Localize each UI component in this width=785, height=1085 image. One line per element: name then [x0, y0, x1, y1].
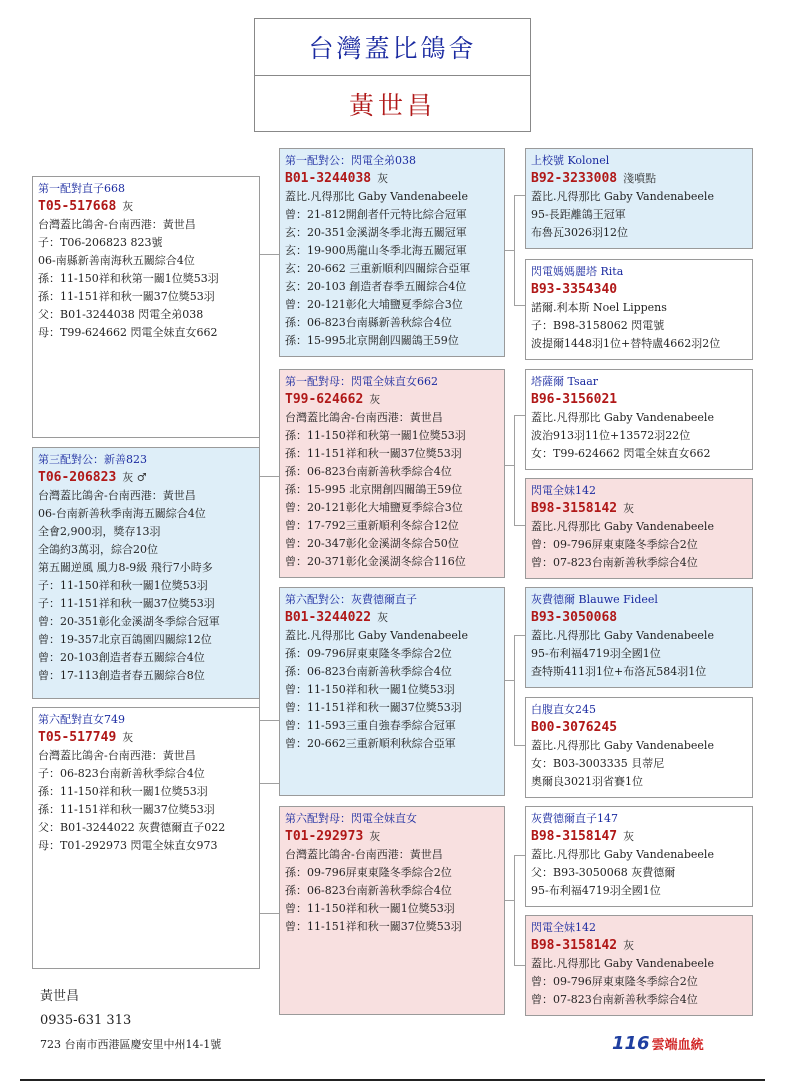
ring-code: B01-3244038: [285, 171, 372, 186]
brand-text: 雲端血統: [651, 1038, 704, 1053]
ring-number: [38, 469, 254, 487]
card-line: 玄：20-351金溪湖冬季北海五關冠軍: [285, 226, 467, 239]
plumage-color: 灰: [623, 830, 635, 843]
card-line: 蓋比.凡得那比 Gaby Vandenabeele: [531, 957, 714, 970]
pedigree-card-right-7: [525, 806, 753, 907]
card-line: 曾：20-371彰化金溪湖冬綜合116位: [285, 555, 466, 568]
ring-number: [285, 609, 499, 627]
card-heading: 塔薩爾 Tsaar: [531, 375, 599, 388]
card-heading: 白腹直女245: [531, 703, 596, 716]
plumage-color: 灰 ♂: [122, 471, 147, 484]
title-box: [254, 18, 531, 132]
card-heading: 第一配對公：閃電全弟038: [285, 154, 416, 167]
card-line: 蓋比.凡得那比 Gaby Vandenabeele: [531, 520, 714, 533]
card-line: 曾：20-347彰化金溪湖冬綜合50位: [285, 537, 459, 550]
ring-code: B92-3233008: [531, 171, 618, 186]
connector: [514, 195, 515, 305]
card-line: 06-台南新善秋季南海五關綜合4位: [38, 507, 206, 520]
pedigree-card-right-1: [525, 148, 753, 249]
card-heading: 灰費德爾 Blauwe Fideel: [531, 593, 658, 606]
card-line: 子：T06-206823 823號: [38, 236, 163, 249]
card-line: 女：T99-624662 閃電全妹直女662: [531, 447, 711, 460]
card-line: 子：06-823台南新善秋季綜合4位: [38, 767, 205, 780]
ring-number: [285, 170, 499, 188]
connector: [259, 476, 280, 477]
plumage-color: 灰: [377, 611, 389, 624]
card-line: 95-布利福4719羽全國1位: [531, 647, 661, 660]
connector: [514, 855, 515, 965]
plumage-color: 灰: [122, 731, 134, 744]
ring-code: B01-3244022: [285, 610, 372, 625]
owner-address: 723 台南市西港區慶安里中州14-1號: [40, 1038, 222, 1051]
card-line: 蓋比.凡得那比 Gaby Vandenabeele: [285, 629, 468, 642]
ring-number: [531, 937, 747, 955]
ring-code: T99-624662: [285, 392, 364, 407]
card-line: 父：B01-3244022 灰費德爾直子022: [38, 821, 226, 834]
card-line: 曾：17-792三重新順利冬綜合12位: [285, 519, 459, 532]
ring-code: B98-3158142: [531, 501, 618, 516]
card-line: 子：11-150祥和秋一關1位獎53羽: [38, 579, 208, 592]
brand-logo: [612, 1033, 704, 1054]
card-line: 蓋比.凡得那比 Gaby Vandenabeele: [531, 848, 714, 861]
ring-number: [531, 719, 747, 737]
connector: [504, 900, 514, 901]
card-line: 曾：11-151祥和秋一關37位獎53羽: [285, 920, 462, 933]
ring-code: T06-206823: [38, 470, 117, 485]
card-line: 子：B98-3158062 閃電號: [531, 319, 665, 332]
ring-number: [38, 198, 254, 216]
card-line: 曾：20-121彰化大埔鹽夏季綜合3位: [285, 298, 463, 311]
card-line: 諾爾.利本斯 Noel Lippens: [531, 301, 667, 314]
card-heading: 灰費德爾直子147: [531, 812, 618, 825]
card-line: 玄：20-103 創造者春季五關綜合4位: [285, 280, 467, 293]
pedigree-card-right-4: [525, 478, 753, 579]
ring-number: [531, 170, 747, 188]
ring-code: T05-517668: [38, 199, 117, 214]
card-line: 孫：09-796屏東東隆冬季綜合2位: [285, 866, 452, 879]
ring-code: B98-3158142: [531, 938, 618, 953]
card-line: 曾：07-823台南新善秋季綜合4位: [531, 556, 698, 569]
card-line: 蓋比.凡得那比 Gaby Vandenabeele: [531, 190, 714, 203]
ring-number: [285, 391, 499, 409]
connector: [259, 783, 280, 784]
card-line: 95-布利福4719羽全國1位: [531, 884, 661, 897]
ring-code: B93-3050068: [531, 610, 618, 625]
card-line: 孫：09-796屏東東隆冬季綜合2位: [285, 647, 452, 660]
plumage-color: 灰: [623, 939, 635, 952]
ring-number: [531, 281, 747, 299]
ring-code: B00-3076245: [531, 720, 618, 735]
card-line: 查特斯411羽1位+布洛瓦584羽1位: [531, 665, 707, 678]
card-line: 父：B01-3244038 閃電全弟038: [38, 308, 204, 321]
card-heading: 第六配對母：閃電全妹直女: [285, 812, 417, 825]
card-line: 台灣蓋比鴿舍-台南西港：黃世昌: [38, 218, 196, 231]
card-line: 曾：20-103創造者春五關綜合4位: [38, 651, 205, 664]
card-line: 孫：06-823台南新善秋季綜合4位: [285, 665, 452, 678]
card-line: 曾：09-796屏東東隆冬季綜合2位: [531, 538, 698, 551]
pedigree-card-right-3: [525, 369, 753, 470]
pedigree-card-left-3: [32, 707, 260, 969]
plumage-color: 灰: [369, 830, 381, 843]
card-heading: 第六配對公：灰費德爾直子: [285, 593, 417, 606]
card-line: 曾：17-113創造者春五關綜合8位: [38, 669, 205, 682]
owner-name: 黃世昌: [348, 90, 436, 120]
card-line: 孫：11-150祥和秋一關1位獎53羽: [38, 785, 208, 798]
ring-code: T01-292973: [285, 829, 364, 844]
pedigree-card-middle-3: [279, 587, 505, 796]
card-line: 孫：11-150祥和秋第一關1位獎53羽: [38, 272, 219, 285]
card-line: 06-南縣新善南海秋五關綜合4位: [38, 254, 195, 267]
card-line: 台灣蓋比鴿舍-台南西港：黃世昌: [38, 749, 196, 762]
loft-name: 台灣蓋比鴿舍: [255, 19, 530, 76]
card-line: 孫：11-151祥和秋一關37位獎53羽: [38, 803, 215, 816]
ring-number: [531, 391, 747, 409]
owner-phone: 0935-631 313: [40, 1013, 132, 1028]
connector: [504, 680, 514, 681]
connector: [504, 465, 514, 466]
card-line: 曾：07-823台南新善秋季綜合4位: [531, 993, 698, 1006]
pedigree-card-middle-4: [279, 806, 505, 1015]
connector: [514, 635, 515, 745]
card-line: 曾：11-151祥和秋一關37位獎53羽: [285, 701, 462, 714]
connector: [259, 720, 280, 721]
pedigree-card-right-6: [525, 697, 753, 798]
card-line: 曾：20-121彰化大埔鹽夏季綜合3位: [285, 501, 463, 514]
card-line: 台灣蓋比鴿舍-台南西港：黃世昌: [285, 411, 443, 424]
card-line: 全會2,900羽，獎存13羽: [38, 525, 161, 538]
card-line: 波提爾1448羽1位+替特盧4662羽2位: [531, 337, 721, 350]
pedigree-card-left-2: [32, 447, 260, 699]
connector: [514, 415, 515, 525]
card-line: 蓋比.凡得那比 Gaby Vandenabeele: [285, 190, 468, 203]
connector: [504, 250, 514, 251]
plumage-color: 灰: [377, 172, 389, 185]
card-line: 玄：20-662 三重新順利四關綜合亞軍: [285, 262, 471, 275]
card-line: 女：B03-3003335 貝蒂尼: [531, 757, 665, 770]
ring-number: [285, 828, 499, 846]
card-line: 蓋比.凡得那比 Gaby Vandenabeele: [531, 739, 714, 752]
card-heading: 上校號 Kolonel: [531, 154, 610, 167]
card-line: 蓋比.凡得那比 Gaby Vandenabeele: [531, 629, 714, 642]
pedigree-card-right-2: [525, 259, 753, 360]
card-line: 奧爾良3021羽省賽1位: [531, 775, 643, 788]
pedigree-card-middle-2: [279, 369, 505, 578]
owner-footer-name: 黃世昌: [40, 989, 80, 1004]
card-line: 曾：19-357北京百鴿園四關綜12位: [38, 633, 212, 646]
ring-number: [531, 828, 747, 846]
pedigree-card-left-1: [32, 176, 260, 438]
ring-number: [38, 729, 254, 747]
card-heading: 閃電媽媽麗塔 Rita: [531, 265, 624, 278]
card-line: 曾：21-812開創者仟元特比綜合冠軍: [285, 208, 467, 221]
card-line: 孫：11-150祥和秋第一關1位獎53羽: [285, 429, 466, 442]
bottom-rule: [20, 1079, 765, 1081]
card-heading: 閃電全妹142: [531, 484, 596, 497]
card-line: 孫：15-995 北京開創四關鴿王59位: [285, 483, 463, 496]
card-heading: 第六配對直女749: [38, 713, 125, 726]
card-line: 蓋比.凡得那比 Gaby Vandenabeele: [531, 411, 714, 424]
card-line: 孫：11-151祥和秋一關37位獎53羽: [38, 290, 215, 303]
card-line: 95-長距離鴿王冠軍: [531, 208, 626, 221]
connector: [259, 913, 280, 914]
card-line: 台灣蓋比鴿舍-台南西港：黃世昌: [285, 848, 443, 861]
ring-number: [531, 609, 747, 627]
card-line: 孫：15-995北京開創四關鴿王59位: [285, 334, 459, 347]
card-line: 孫：06-823台南新善秋季綜合4位: [285, 465, 452, 478]
owner-contact: [40, 985, 221, 1057]
plumage-color: 灰: [623, 502, 635, 515]
card-line: 全鴿約3萬羽，綜合20位: [38, 543, 158, 556]
card-line: 曾：20-351彰化金溪湖冬季綜合冠軍: [38, 615, 220, 628]
card-line: 波治913羽11位+13572羽22位: [531, 429, 691, 442]
card-line: 孫：11-151祥和秋一關37位獎53羽: [285, 447, 462, 460]
ring-code: B93-3354340: [531, 282, 618, 297]
card-line: 玄：19-900馬龍山冬季北海五關冠軍: [285, 244, 467, 257]
card-line: 曾：09-796屏東東隆冬季綜合2位: [531, 975, 698, 988]
card-line: 曾：11-593三重自強春季綜合冠軍: [285, 719, 456, 732]
pedigree-card-middle-1: [279, 148, 505, 357]
connector: [259, 254, 280, 255]
pedigree-card-right-5: [525, 587, 753, 688]
card-line: 曾：11-150祥和秋一關1位獎53羽: [285, 683, 455, 696]
card-line: 子：11-151祥和秋一關37位獎53羽: [38, 597, 215, 610]
card-heading: 第一配對直子668: [38, 182, 125, 195]
card-heading: 第一配對母：閃電全妹直女662: [285, 375, 438, 388]
card-line: 母：T99-624662 閃電全妹直女662: [38, 326, 218, 339]
card-line: 第五關逆風 風力8-9級 飛行7小時多: [38, 561, 213, 574]
card-line: 孫：06-823台南縣新善秋綜合4位: [285, 316, 452, 329]
ring-code: B96-3156021: [531, 392, 618, 407]
card-line: 曾：11-150祥和秋一關1位獎53羽: [285, 902, 455, 915]
plumage-color: 淺噴點: [623, 172, 657, 185]
card-line: 母：T01-292973 閃電全妹直女973: [38, 839, 218, 852]
pedigree-card-right-8: [525, 915, 753, 1016]
plumage-color: 灰: [369, 393, 381, 406]
brand-number: 116: [612, 1033, 650, 1054]
plumage-color: 灰: [122, 200, 134, 213]
card-line: 曾：20-662三重新順利秋綜合亞軍: [285, 737, 456, 750]
card-line: 台灣蓋比鴿舍-台南西港：黃世昌: [38, 489, 196, 502]
ring-number: [531, 500, 747, 518]
ring-code: B98-3158147: [531, 829, 618, 844]
card-line: 孫：06-823台南新善秋季綜合4位: [285, 884, 452, 897]
card-heading: 第三配對公：新善823: [38, 453, 147, 466]
card-heading: 閃電全妹142: [531, 921, 596, 934]
card-line: 布魯瓦3026羽12位: [531, 226, 628, 239]
card-line: 父：B93-3050068 灰費德爾: [531, 866, 676, 879]
ring-code: T05-517749: [38, 730, 117, 745]
